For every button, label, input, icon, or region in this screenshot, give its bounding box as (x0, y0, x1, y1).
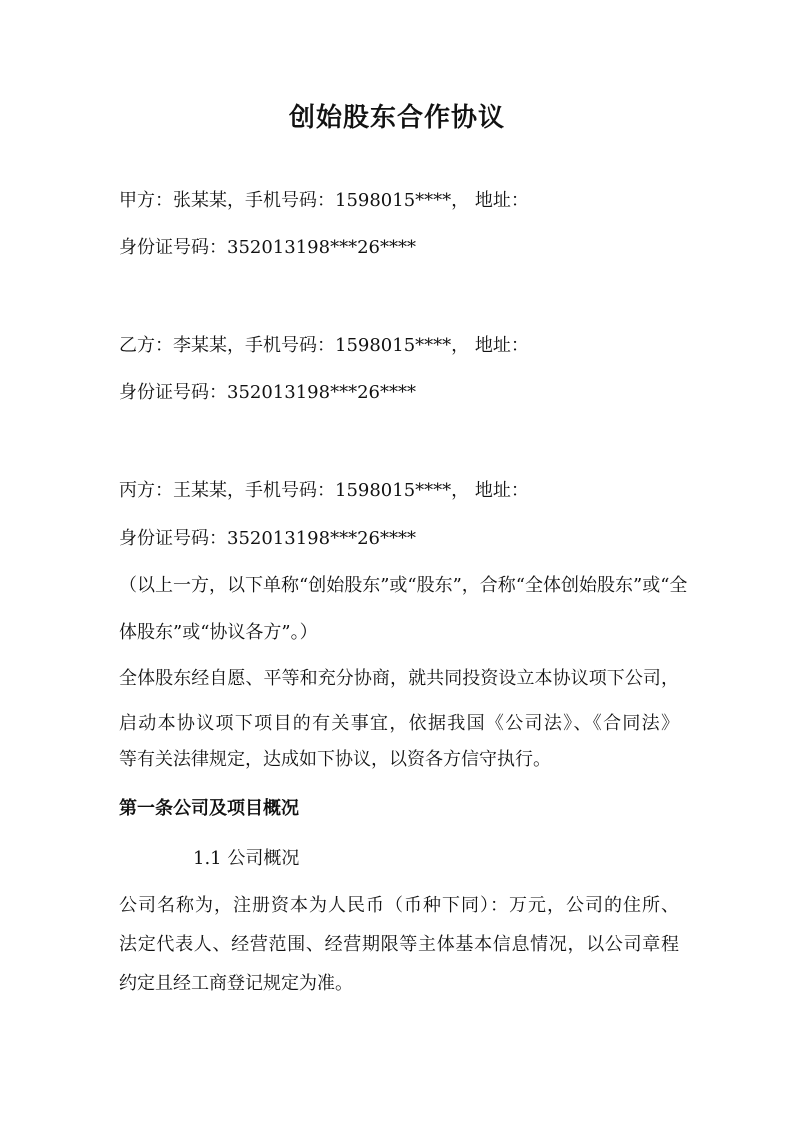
note-line-2: 体股东”或“协议各方”。） (119, 622, 318, 643)
note-line-1: （以上一方，以下单称“创始股东”或“股东”，合称“全体创始股东”或“全 (119, 575, 688, 596)
intro-line-3: 等有关法律规定，达成如下协议，以资各方信守执行。 (119, 749, 551, 770)
intro-line-2: 启动本协议项下项目的有关事宜，依据我国《公司法》、《合同法》 (119, 713, 679, 734)
party-a-id: 身份证号码：352013198***26**** (119, 237, 416, 258)
party-c-info: 丙方：王某某，手机号码：1598015****， 地址： (119, 480, 529, 501)
party-b-info: 乙方：李某某，手机号码：1598015****， 地址： (119, 335, 529, 356)
subsection-1-1-heading: 1.1 公司概况 (193, 848, 300, 869)
section-1-heading: 第一条公司及项目概况 (119, 798, 299, 819)
party-c-id: 身份证号码：352013198***26**** (119, 528, 416, 549)
document-title: 创始股东合作协议 (288, 103, 505, 133)
company-line-2: 法定代表人、经营范围、经营期限等主体基本信息情况，以公司章程 (119, 934, 679, 955)
company-line-1: 公司名称为，注册资本为人民币（币种下同）：万元，公司的住所、 (119, 895, 679, 916)
company-line-3: 约定且经工商登记规定为准。 (119, 973, 353, 994)
party-b-id: 身份证号码：352013198***26**** (119, 382, 416, 403)
party-a-info: 甲方：张某某，手机号码：1598015****， 地址： (119, 190, 529, 211)
intro-line-1: 全体股东经自愿、平等和充分协商，就共同投资设立本协议项下公司， (119, 668, 679, 689)
